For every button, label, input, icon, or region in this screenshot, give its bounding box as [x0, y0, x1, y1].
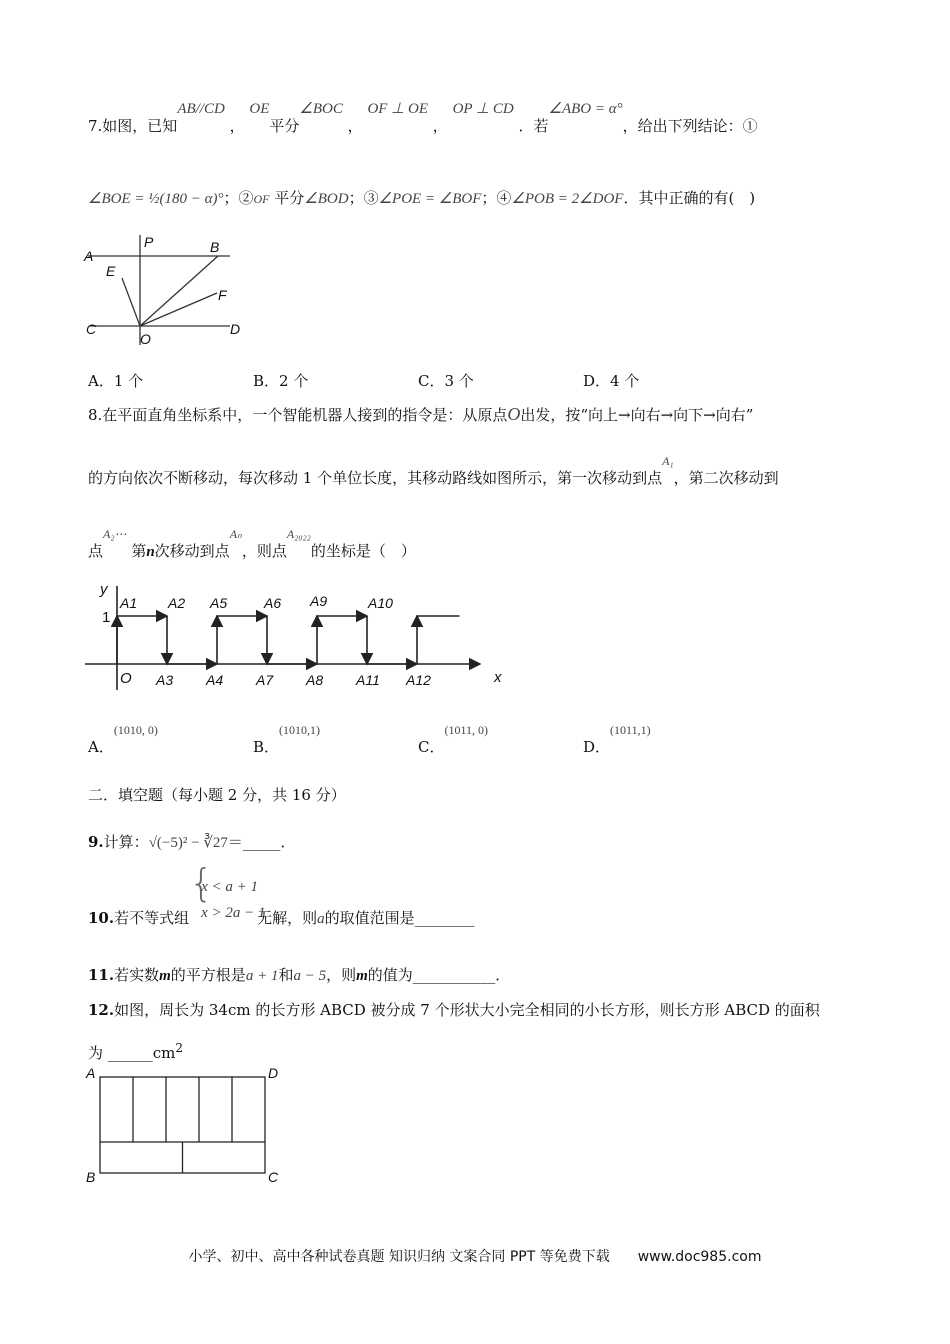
label-y: y — [100, 581, 108, 598]
option-d: D．4 个 — [583, 372, 640, 390]
label-d: D — [230, 321, 241, 337]
text: 次移动到点 — [154, 542, 230, 560]
text: 的坐标是（ ） — [310, 542, 416, 560]
math: A₂₀₂₂ — [286, 527, 311, 541]
option-value: (1011, 0) — [444, 723, 489, 737]
text: 的值为___________． — [367, 966, 511, 984]
q10 — [88, 861, 475, 929]
point-label-a7: A7 — [256, 672, 274, 688]
option-letter: A． — [88, 738, 114, 756]
text: ， — [347, 117, 363, 135]
math: m — [356, 968, 368, 984]
math: ∠BOC — [299, 101, 343, 117]
option-letter: D． — [583, 738, 611, 756]
text: ＝_____． — [227, 833, 296, 851]
question-number: 9. — [88, 833, 104, 851]
option-letter: C． — [418, 738, 445, 756]
label-a: A — [84, 248, 94, 264]
label-p: P — [144, 234, 154, 250]
q8-option-a — [88, 723, 158, 757]
line-ob — [140, 256, 218, 326]
text: 的方向依次不断移动，每次移动 1 个单位长度，其移动路线如图所示，第一次移动到点 — [88, 469, 663, 487]
text: 第 — [131, 542, 147, 560]
label-o: O — [140, 331, 151, 347]
text: ，则点 — [241, 542, 287, 560]
label-x: x — [494, 669, 502, 686]
footer: 小学、初中、高中各种试卷真题 知识归纳 文案合同 PPT 等免费下载 www.doc985.com — [188, 1249, 762, 1265]
math: OP ⊥ CD — [452, 101, 514, 117]
text: ， — [432, 117, 448, 135]
text: 8.在平面直角坐标系中，一个智能机器人接到的指令是：从原点 — [88, 406, 508, 424]
text: 计算： — [103, 833, 149, 851]
text: ．其中正确的有( ) — [623, 189, 756, 207]
label-b: B — [86, 1169, 96, 1185]
text: 的平方根是 — [170, 966, 246, 984]
option-c: C．3 个 — [418, 372, 474, 390]
label-origin: O — [120, 670, 132, 687]
text: 平分 — [274, 189, 305, 207]
q8-option-c — [418, 723, 489, 757]
math: Aₙ — [229, 527, 242, 541]
question-number: 10. — [88, 909, 115, 927]
text: ，第二次移动到 — [673, 469, 779, 487]
q7-line2 — [88, 188, 755, 209]
label-b: B — [210, 239, 220, 255]
point-label-a9: A9 — [310, 593, 328, 609]
point-label-a10: A10 — [368, 595, 393, 611]
math: ∠ABO = α° — [548, 101, 623, 117]
label-c: C — [268, 1169, 279, 1185]
q8-line1 — [88, 404, 753, 425]
line-oe — [122, 278, 140, 326]
q8-line3 — [88, 527, 416, 562]
point-label-a1: A1 — [120, 595, 138, 611]
math: OE — [249, 101, 270, 117]
text: 点 — [88, 542, 104, 560]
label-f: F — [218, 287, 227, 303]
text: 如图，周长为 34cm 的长方形 ABCD 被分成 7 个形状大小完全相同的小长方形，则长方形 ABCD 的面积 — [114, 1001, 820, 1019]
point-label-a3: A3 — [156, 672, 174, 688]
option-value: (1010, 0) — [113, 723, 158, 737]
label-one: 1 — [102, 609, 111, 626]
q7-figure — [80, 230, 260, 355]
math: √(−5)² − ∛27 — [148, 835, 228, 851]
point-label-a11: A11 — [356, 672, 380, 688]
q7-line1 — [88, 101, 758, 137]
text: 为 ______cm — [88, 1044, 176, 1062]
q12-line2 — [88, 1038, 183, 1063]
math: x > 2a − 1 — [201, 905, 266, 921]
math: OF ⊥ OE — [367, 101, 428, 117]
section-heading: 二．填空题（每小题 2 分，共 16 分） — [88, 786, 346, 804]
math: ∠POB = 2∠DOF — [511, 191, 624, 207]
question-number: 12. — [88, 1001, 115, 1019]
math: ∠POE = ∠BOF — [378, 191, 482, 207]
math: n — [146, 544, 155, 560]
label-c: C — [86, 321, 97, 337]
label-a: A — [86, 1065, 96, 1081]
option-b: B．2 个 — [253, 372, 309, 390]
label-d: D — [268, 1065, 279, 1081]
text: ．若 — [518, 117, 549, 135]
text: 若实数 — [114, 966, 160, 984]
q8-line2 — [88, 454, 779, 489]
text: ，给出下列结论：① — [622, 117, 758, 135]
text: 无解，则 — [257, 909, 318, 927]
point-label-a2: A2 — [168, 595, 186, 611]
label-e: E — [106, 263, 116, 279]
point-label-a8: A8 — [306, 672, 324, 688]
math: OF — [253, 192, 270, 206]
question-number: 11. — [88, 966, 115, 984]
math: A₂⋯ — [103, 527, 127, 541]
math: a − 5 — [293, 968, 327, 984]
text: ；④ — [481, 189, 512, 207]
point-label-a6: A6 — [264, 595, 282, 611]
line-of — [140, 293, 217, 326]
text: ；③ — [348, 189, 379, 207]
q8-option-d — [583, 723, 651, 757]
math: ∠BOD — [304, 191, 349, 207]
text: 7.如图，已知 — [88, 117, 178, 135]
q12-line1 — [88, 1000, 820, 1020]
text: ， — [229, 117, 245, 135]
option-value: (1010,1) — [279, 723, 321, 737]
text: 和 — [278, 966, 294, 984]
text: 出发，按“向上→向右→向下→向右” — [520, 406, 754, 424]
q12-figure — [82, 1062, 282, 1190]
brace: { — [189, 861, 214, 905]
math: AB//CD — [177, 101, 225, 117]
q8-option-b — [253, 723, 321, 757]
point-label-a5: A5 — [210, 595, 228, 611]
text: 若不等式组 — [114, 909, 190, 927]
math: A₁ — [662, 454, 674, 468]
q11 — [88, 965, 510, 986]
text: 平分 — [269, 117, 300, 135]
option-value: (1011,1) — [610, 723, 651, 737]
superscript: 2 — [175, 1041, 184, 1055]
option-letter: B． — [253, 738, 280, 756]
math: a + 1 — [245, 968, 279, 984]
q9 — [88, 832, 295, 853]
point-label-a12: A12 — [406, 672, 431, 688]
q8-figure — [80, 578, 510, 693]
point-label-a4: A4 — [206, 672, 224, 688]
option-a: A．1 个 — [88, 372, 144, 390]
math: ∠BOE = ½(180 − α)° — [88, 191, 224, 207]
math: x < a + 1 — [201, 879, 259, 895]
text: ，则 — [326, 966, 357, 984]
math: O — [507, 404, 521, 424]
text: ；② — [223, 189, 254, 207]
text: 的取值范围是________ — [324, 909, 475, 927]
inequality-system — [189, 861, 266, 923]
math: a — [317, 911, 325, 927]
math: m — [159, 968, 171, 984]
